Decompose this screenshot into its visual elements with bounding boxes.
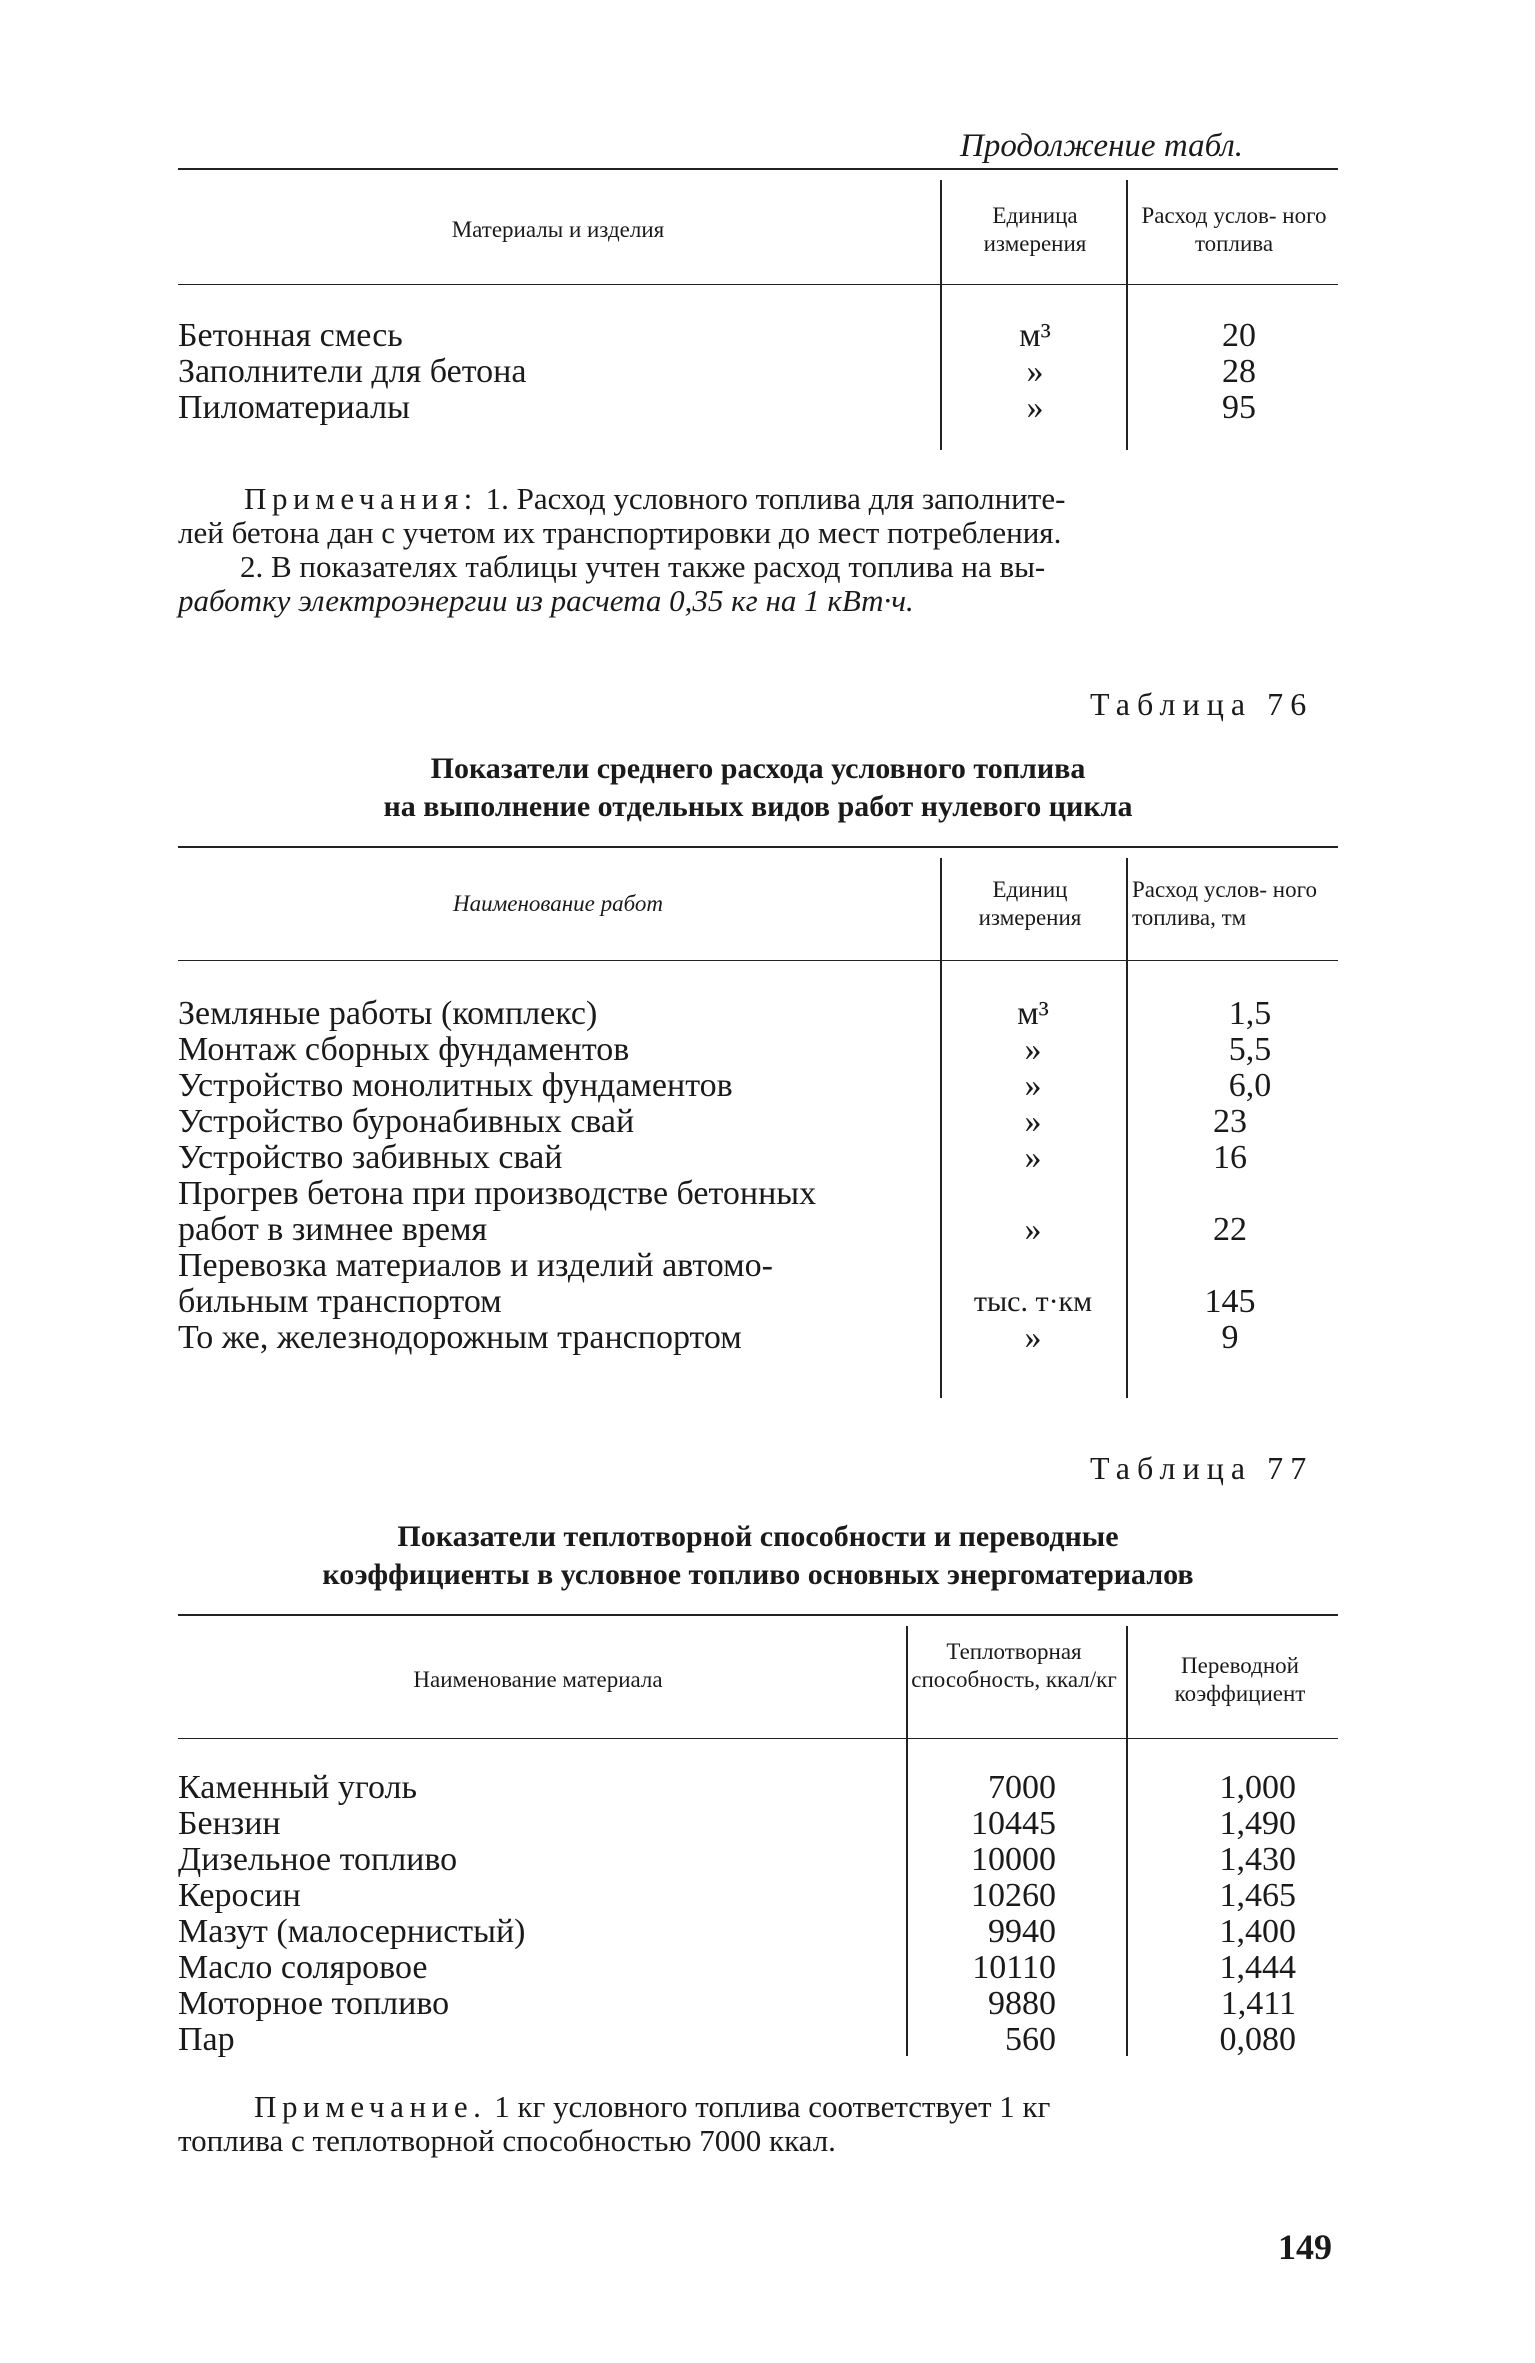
table-77-header-name: Наименование материала: [413, 1667, 663, 1692]
notes-line: работку электроэнергии из расчета 0,35 кг на 1 кВт·ч.: [178, 583, 914, 618]
table-76-title: [178, 750, 1338, 826]
table-row: Керосин: [178, 1877, 301, 1914]
table-cell: [1130, 1248, 1330, 1284]
table-cell: 22: [1213, 1211, 1247, 1248]
table-cell: 1,444: [1219, 1949, 1296, 1986]
table-cont-names: [178, 318, 928, 426]
table-cell: 9880: [988, 1985, 1056, 2022]
table-row: Земляные работы (комплекс): [178, 995, 598, 1032]
table-row: Пиломатериалы: [178, 389, 410, 426]
table-row: Мазут (малосернистый): [178, 1913, 526, 1950]
continuation-label: Продолжение табл.: [960, 128, 1243, 164]
table-76-header-unit: Единиц измерения: [978, 877, 1082, 930]
table-cell: 20: [1222, 317, 1256, 354]
table-cell: 10445: [971, 1805, 1056, 1842]
table-76-names: [178, 996, 938, 1356]
table-cell: 1,490: [1219, 1805, 1296, 1842]
table-cell: »: [1024, 1211, 1042, 1248]
table-cell: »: [1024, 1031, 1042, 1068]
note-block: [178, 2090, 1338, 2158]
table-cell: 10000: [971, 1841, 1056, 1878]
table-cell: м³: [1017, 995, 1049, 1032]
table-cont-header-value: Расход услов- ного топлива: [1141, 203, 1327, 256]
table-76-number: Таблица 76: [1090, 686, 1314, 722]
table-row: бильным транспортом: [178, 1283, 502, 1320]
table-cell: 95: [1222, 389, 1256, 426]
table-row: Дизельное топливо: [178, 1841, 458, 1878]
table-77-heat: [906, 1770, 1056, 2058]
table-cell: 6,0: [1228, 1067, 1272, 1104]
table-77-number: Таблица 77: [1090, 1450, 1314, 1486]
table-77-header-rule: [178, 1738, 1338, 1739]
table-cell: 1,000: [1219, 1769, 1296, 1806]
table-row: Устройство монолитных фундаментов: [178, 1067, 733, 1104]
table-77-header-heat: Теплотворная способность, ккал/кг: [911, 1639, 1117, 1692]
table-cell: »: [1024, 1067, 1042, 1104]
note-line: топлива с теплотворной способностью 7000 ккал.: [178, 2123, 836, 2158]
table-cell: 1,400: [1219, 1913, 1296, 1950]
table-row: Бетонная смесь: [178, 317, 403, 354]
table-row: Устройство забивных свай: [178, 1139, 563, 1176]
note-line: 1 кг условного топлива соответствует 1 кг: [494, 2089, 1051, 2124]
table-cell: »: [1024, 1319, 1042, 1356]
table-cell: »: [1024, 1139, 1042, 1176]
table-cell: 28: [1222, 353, 1256, 390]
notes-line: 2. В показателях таблицы учтен также расход топлива на вы-: [240, 549, 1046, 584]
table-cell: 5,5: [1228, 1031, 1272, 1068]
table-row: работ в зимнее время: [178, 1211, 488, 1248]
table-cell: [940, 1248, 1126, 1284]
table-cell: 145: [1204, 1283, 1256, 1320]
table-cont-header-rule: [178, 284, 1338, 285]
table-77-col-divider: [1126, 1626, 1128, 2056]
table-row: Прогрев бетона при производстве бетонных: [178, 1175, 817, 1212]
table-76-header-name: Наименование работ: [453, 891, 663, 916]
notes-label: Примечания:: [244, 481, 478, 516]
table-77-top-rule: [178, 1614, 1338, 1616]
table-cell: 0,080: [1219, 2021, 1296, 2058]
table-cell: 23: [1213, 1103, 1247, 1140]
page-number: 149: [1278, 2227, 1332, 2267]
table-76-title-line: на выполнение отдельных видов работ нулевого цикла: [383, 790, 1133, 823]
table-row: Перевозка материалов и изделий автомо-: [178, 1247, 773, 1284]
table-cont-units: [945, 318, 1125, 426]
table-cell: 10110: [972, 1949, 1056, 1986]
table-cell: 1,430: [1219, 1841, 1296, 1878]
table-cell: 9940: [988, 1913, 1056, 1950]
table-77-title-line: коэффициенты в условное топливо основных энергоматериалов: [322, 1558, 1194, 1591]
table-77-names: [178, 1770, 898, 2058]
table-row: Устройство буронабивных свай: [178, 1103, 635, 1140]
table-row: Пар: [178, 2021, 235, 2058]
table-77-coef: [1130, 1770, 1296, 2058]
table-cell: м³: [1019, 317, 1051, 354]
notes-block: [178, 482, 1338, 618]
table-cell: 1,411: [1220, 1985, 1296, 2022]
table-row: Монтаж сборных фундаментов: [178, 1031, 630, 1068]
table-cont-col-divider: [1126, 180, 1128, 450]
table-77-title: [178, 1518, 1338, 1594]
table-cell: »: [1026, 389, 1044, 426]
table-cell: 16: [1213, 1139, 1247, 1176]
table-cont-col-divider: [940, 180, 942, 450]
table-cont-header-unit: Единица измерения: [983, 203, 1087, 256]
table-76-values: [1130, 996, 1330, 1356]
table-cont-top-rule: [178, 168, 1338, 170]
table-row: Бензин: [178, 1805, 281, 1842]
table-cell: 1,465: [1219, 1877, 1296, 1914]
table-cell: 560: [1005, 2021, 1056, 2058]
table-row: Масло соляровое: [178, 1949, 428, 1986]
table-76-header-value: Расход услов- ного топлива, тм: [1132, 877, 1317, 930]
table-cell: »: [1026, 353, 1044, 390]
table-cell: тыс. т·км: [973, 1285, 1093, 1318]
table-76-col-divider: [1126, 858, 1128, 1398]
notes-line: лей бетона дан с учетом их транспортировки до мест потребления.: [178, 515, 1062, 550]
table-76-units: [940, 996, 1126, 1356]
table-row: То же, железнодорожным транспортом: [178, 1319, 742, 1356]
table-cell: »: [1024, 1103, 1042, 1140]
table-cell: [940, 1176, 1126, 1212]
table-cont-header-name: Материалы и изделия: [451, 217, 665, 242]
table-row: Моторное топливо: [178, 1985, 450, 2022]
table-row: Заполнители для бетона: [178, 353, 527, 390]
note-label: Примечание.: [254, 2089, 487, 2124]
table-cont-values: [1130, 318, 1348, 426]
table-cell: [1130, 1176, 1330, 1212]
table-cell: 1,5: [1228, 995, 1272, 1032]
table-77-header-coef: Переводной коэффициент: [1174, 1653, 1306, 1706]
table-76-header-rule: [178, 960, 1338, 961]
notes-line: 1. Расход условного топлива для заполните-: [485, 481, 1066, 516]
table-cell: 10260: [971, 1877, 1056, 1914]
table-row: Каменный уголь: [178, 1769, 417, 1806]
table-76-title-line: Показатели среднего расхода условного топлива: [430, 752, 1086, 785]
table-76-top-rule: [178, 846, 1338, 848]
table-cell: 9: [1221, 1319, 1239, 1356]
table-77-title-line: Показатели теплотворной способности и переводные: [397, 1520, 1119, 1553]
table-cell: 7000: [988, 1769, 1056, 1806]
